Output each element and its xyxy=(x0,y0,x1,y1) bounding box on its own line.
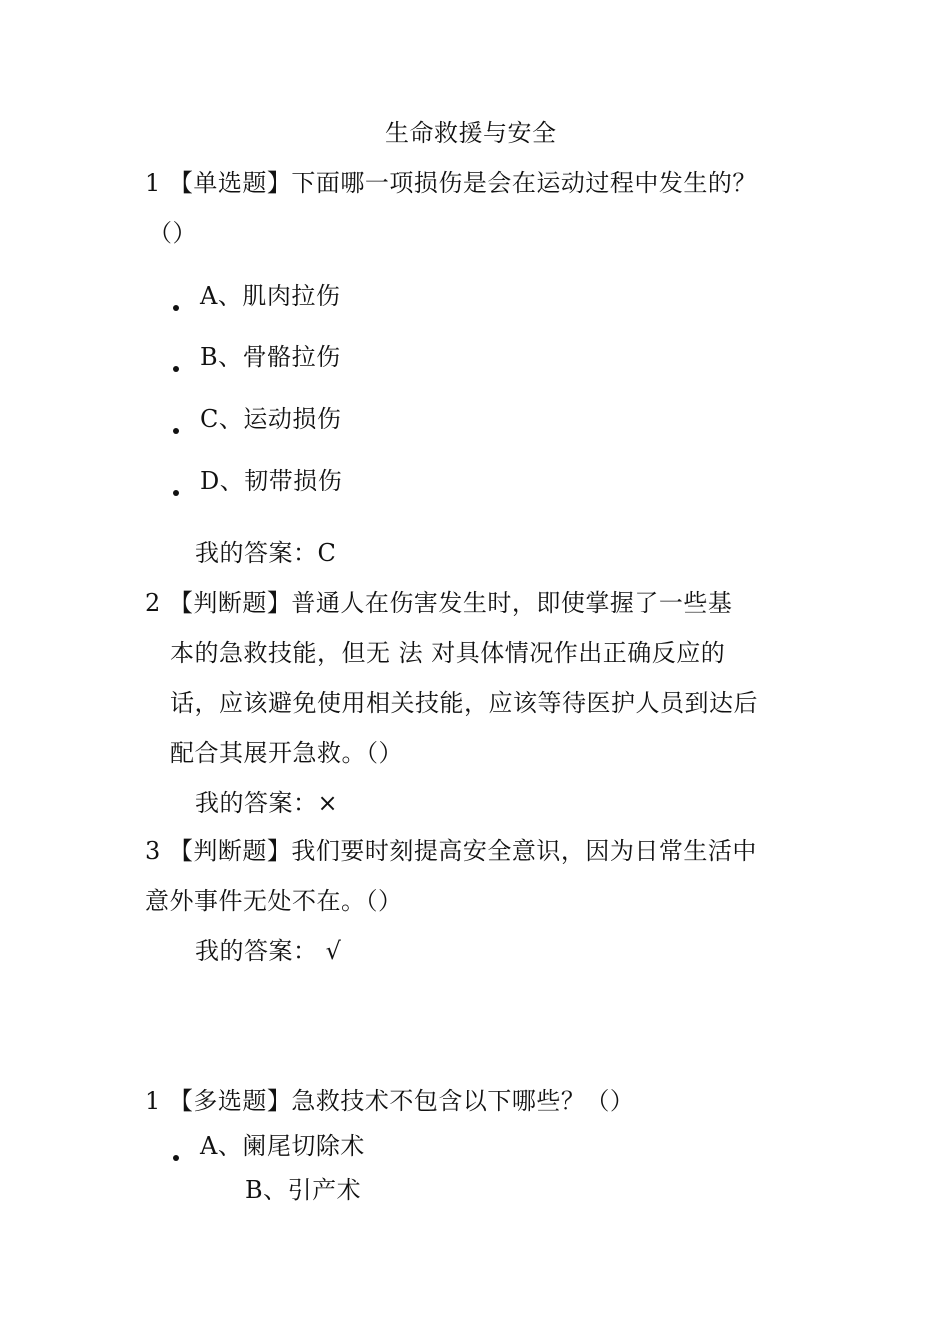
q1-option-d: D、韧带损伤 xyxy=(200,467,343,495)
q2-line-4: 配合其展开急救。（） xyxy=(170,739,403,767)
q2-answer: 我的答案：× xyxy=(195,789,339,817)
bullet-icon xyxy=(173,1155,179,1161)
q2-line-2: 本的急救技能，但无 法 对具体情况作出正确反应的 xyxy=(170,639,726,667)
q1-option-c: C、运动损伤 xyxy=(200,405,342,433)
bullet-icon xyxy=(173,366,179,372)
q1-header: 1 【单选题】下面哪一项损伤是会在运动过程中发生的？ xyxy=(145,169,757,197)
q3-answer: 我的答案： √ xyxy=(195,937,342,965)
q4-option-b: B、引产术 xyxy=(245,1176,362,1204)
q2-line-3: 话，应该避免使用相关技能，应该等待医护人员到达后 xyxy=(170,689,758,717)
q4-header: 1 【多选题】急救技术不包含以下哪些？（） xyxy=(145,1087,635,1115)
bullet-icon xyxy=(173,428,179,434)
q3-line-1: 3 【判断题】我们要时刻提高安全意识，因为日常生活中 xyxy=(145,837,757,865)
document-title: 生命救援与安全 xyxy=(385,119,557,147)
q1-option-a: A、肌肉拉伤 xyxy=(200,282,341,310)
bullet-icon xyxy=(173,305,179,311)
q4-option-a: A、阑尾切除术 xyxy=(200,1132,365,1160)
q2-line-1: 2 【判断题】普通人在伤害发生时，即使掌握了一些基 xyxy=(145,589,733,617)
q1-option-b: B、骨骼拉伤 xyxy=(200,343,341,371)
q3-line-2: 意外事件无处不在。（） xyxy=(145,887,403,915)
bullet-icon xyxy=(173,490,179,496)
q1-paren: （） xyxy=(148,219,197,247)
q1-answer: 我的答案：C xyxy=(195,539,337,567)
